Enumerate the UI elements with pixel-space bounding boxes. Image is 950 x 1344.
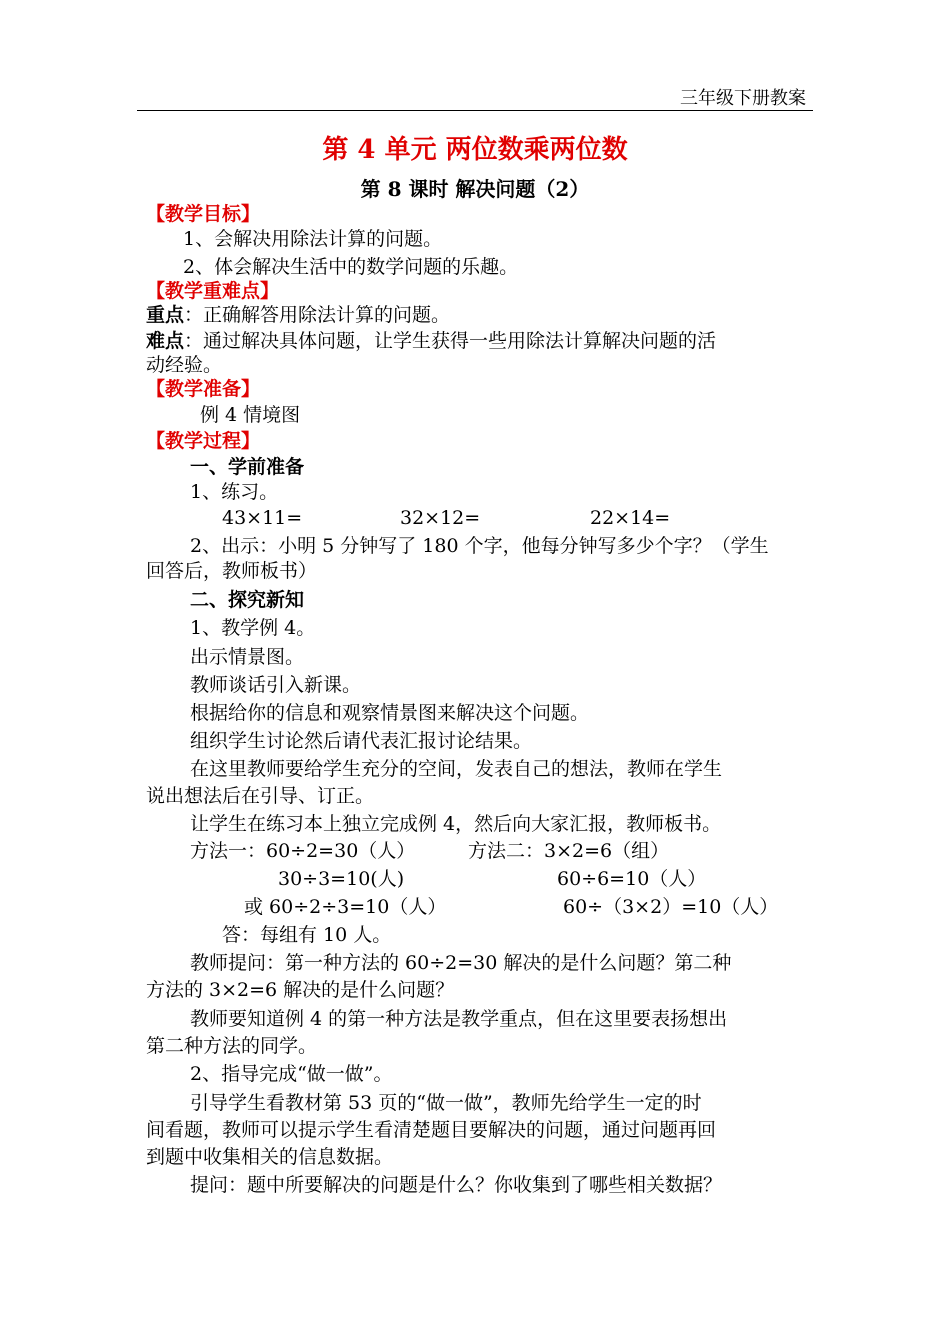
guide-line-1: 引导学生看教材第 53 页的“做一做”，教师先给学生一定的时	[190, 1092, 702, 1114]
key-note-1: 教师要知道例 4 的第一种方法是教学重点，但在这里要表扬想出	[190, 1008, 728, 1030]
goals-heading: 【教学目标】	[146, 203, 261, 225]
key-note-2: 第二种方法的同学。	[146, 1035, 318, 1057]
method-2-step-1: 方法二：3×2=6（组）	[468, 840, 670, 862]
question-line-2: 方法的 3×2=6 解决的是什么问题？	[146, 979, 455, 1001]
show-scene: 出示情景图。	[190, 646, 305, 668]
difficult-point	[146, 328, 716, 354]
independent-work: 让学生在练习本上独立完成例 4，然后向大家汇报，教师板书。	[190, 813, 722, 835]
difficult-text-1: ：通过解决具体问题，让学生获得一些用除法计算解决问题的活	[184, 330, 717, 352]
show-problem-1: 2、出示：小明 5 分钟写了 180 个字，他每分钟写多少个字？（学生	[190, 535, 769, 557]
show-problem-2: 回答后，教师板书）	[146, 560, 318, 582]
guide-line-3: 到题中收集相关的信息数据。	[146, 1146, 394, 1168]
method-1-step-1: 方法一：60÷2=30（人）	[190, 840, 416, 862]
difficult-text-2: 动经验。	[146, 354, 223, 376]
difficult-label: 难点	[146, 330, 185, 352]
method-2-combined: 60÷（3×2）=10（人）	[563, 896, 779, 918]
do-it-guide: 2、指导完成“做一做”。	[190, 1063, 393, 1085]
method-1-step-2: 30÷3=10(人)	[278, 868, 405, 890]
question-line-1: 教师提问：第一种方法的 60÷2=30 解决的是什么问题？第二种	[190, 952, 732, 974]
header-rule	[137, 110, 813, 111]
section-2-title: 二、探究新知	[190, 589, 305, 611]
prep-heading: 【教学准备】	[146, 378, 261, 400]
unit-title: 第 4 单元 两位数乘两位数	[322, 135, 628, 165]
key-text: ：正确解答用除法计算的问题。	[184, 304, 451, 326]
exercise-3: 22×14=	[590, 507, 671, 529]
solve-instruction: 根据给你的信息和观察情景图来解决这个问题。	[190, 702, 590, 724]
teach-example: 1、教学例 4。	[190, 617, 316, 639]
page-header: 三年级下册教案	[680, 88, 806, 109]
final-question: 提问：题中所要解决的问题是什么？你收集到了哪些相关数据？	[190, 1174, 723, 1196]
method-1-combined: 或 60÷2÷3=10（人）	[244, 896, 447, 918]
prep-item: 例 4 情境图	[200, 404, 301, 426]
lesson-title: 第 8 课时 解决问题（2）	[360, 177, 590, 201]
method-2-step-2: 60÷6=10（人）	[557, 868, 707, 890]
space-line-1: 在这里教师要给学生充分的空间，发表自己的想法，教师在学生	[190, 758, 723, 780]
key-point	[146, 302, 450, 328]
intro-talk: 教师谈话引入新课。	[190, 674, 362, 696]
exercise-1: 43×11=	[222, 507, 303, 529]
process-heading: 【教学过程】	[146, 430, 261, 452]
exercise-2: 32×12=	[400, 507, 481, 529]
key-label: 重点	[146, 304, 185, 326]
answer: 答：每组有 10 人。	[222, 924, 392, 946]
guide-line-2: 间看题，教师可以提示学生看清楚题目要解决的问题，通过问题再回	[146, 1119, 717, 1141]
space-line-2: 说出想法后在引导、订正。	[146, 785, 375, 807]
keys-heading: 【教学重难点】	[146, 280, 280, 302]
goal-2: 2、体会解决生活中的数学问题的乐趣。	[183, 256, 519, 278]
section-1-title: 一、学前准备	[190, 456, 305, 478]
goal-1: 1、会解决用除法计算的问题。	[183, 228, 443, 250]
discussion: 组织学生讨论然后请代表汇报讨论结果。	[190, 730, 533, 752]
practice-line: 1、练习。	[190, 481, 279, 503]
